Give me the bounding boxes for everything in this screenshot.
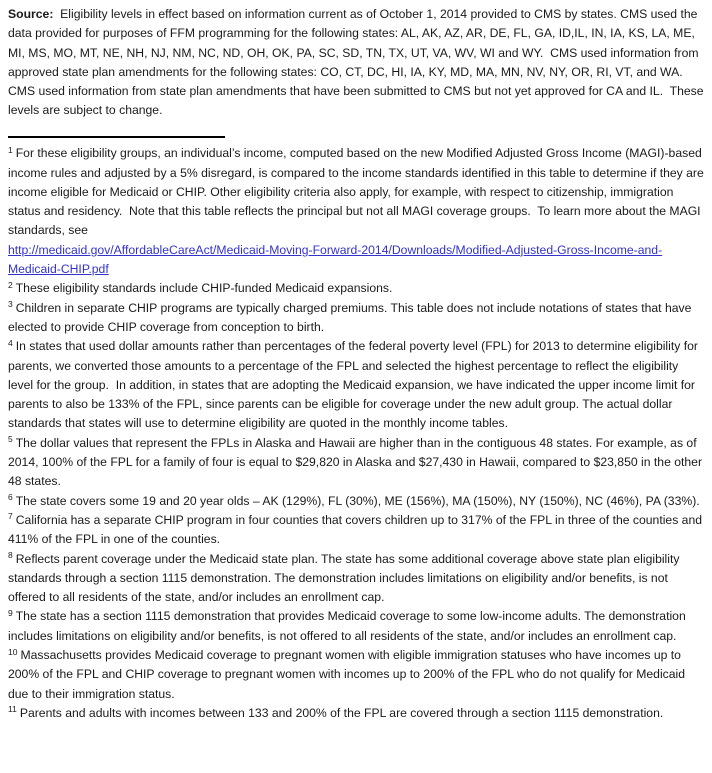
footnote-9 xyxy=(8,607,706,646)
footnote-2 xyxy=(8,279,706,298)
footnote-7-number: 7 xyxy=(8,511,13,522)
footnote-3-number: 3 xyxy=(8,299,13,310)
magi-standards-link[interactable]: http://medicaid.gov/AffordableCareAct/Medicaid-Moving-Forward-2014/Downloads/Modified-Adjusted-Gross-Income-and-Medicaid-CHIP.pdf xyxy=(8,242,663,277)
footnote-2-text: These eligibility standards include CHIP-funded Medicaid expansions. xyxy=(15,281,393,296)
footnote-6 xyxy=(8,492,706,511)
footnote-4 xyxy=(8,337,706,433)
footnote-11-number: 11 xyxy=(8,704,17,715)
footnote-7-text: California has a separate CHIP program in four counties that covers children up to 317% of the FPL in three of the counties and 411% of the FPL in one of the counties. xyxy=(8,512,706,547)
source-paragraph xyxy=(8,5,706,121)
footnote-8-number: 8 xyxy=(8,550,13,561)
footnote-11 xyxy=(8,704,706,723)
footnote-6-number: 6 xyxy=(8,492,13,503)
footnote-4-number: 4 xyxy=(8,337,13,348)
footnote-5 xyxy=(8,434,706,492)
footnote-8-text: Reflects parent coverage under the Medicaid state plan. The state has some additional coverage above state plan eligibility standards through a section 1115 demonstration. The demonstration includes limitations on eligibility and/or benefits, is not offered to all residents of the state, and/or includes an enrollment cap. xyxy=(8,551,683,605)
footnote-10-number: 10 xyxy=(8,646,18,657)
footnote-divider xyxy=(8,136,225,139)
footnote-3 xyxy=(8,299,706,338)
footnote-9-text: The state has a section 1115 demonstration that provides Medicaid coverage to some low-income adults. The demonstration includes limitations on eligibility and/or benefits, is not offered to all residents of the state, and/or includes an enrollment cap. xyxy=(8,609,690,643)
source-text: Eligibility levels in effect based on information current as of October 1, 2014 provided to CMS by states. CMS used the data provided for purposes of FFM programming for the following states: AL, AK, AZ, AR, DE, FL, GA, ID,IL, IN, IA, KS, LA, ME, MI, MS, MO, MT, NE, NH, NJ, NM, NC, ND, OH, OK, PA, SC, SD, TN, TX, UT, VA, WV, WI and WY. CMS used information from approved state plan amendments for the following states: CO, CT, DC, HI, IA, KY, MD, MA, MN, NV, NY, OR, RI, VT, and WA. CMS used information from state plan amendments that have been submitted to CMS but not yet approved for CA and IL. These levels are subject to change. xyxy=(8,7,707,118)
footnote-1-number: 1 xyxy=(8,144,13,155)
footnote-7 xyxy=(8,511,706,550)
footnote-10-text: Massachusetts provides Medicaid coverage to pregnant women with eligible immigration statuses who have incomes up to 200% of the FPL and CHIP coverage to pregnant women with incomes up to 200% of the FPL who do not qualify for Medicaid due to their immigration status. xyxy=(8,648,689,701)
footnote-4-text: In states that used dollar amounts rather than percentages of the federal poverty level (FPL) for 2013 to determine eligibility for parents, we converted those amounts to a percentage of the FPL and selected the highest percentage to reflect the eligibility level for the group. In addition, in states that are adopting the Medicaid expansion, we have indicated the upper income limit for parents to also be 133% of the FPL, since parents can be eligible for coverage under the new adult group. The actual dollar standards that states will use to determine eligibility are quoted in the monthly income tables. xyxy=(8,339,702,431)
footnote-9-number: 9 xyxy=(8,607,13,618)
footnote-5-text: The dollar values that represent the FPLs in Alaska and Hawaii are higher than in the contiguous 48 states. For example, as of 2014, 100% of the FPL for a family of four is equal to $29,820 in Alaska and $27,430 in Hawaii, compared to $23,850 in the other 48 states. xyxy=(8,435,706,489)
footnote-2-number: 2 xyxy=(8,279,13,290)
source-label: Source: xyxy=(8,7,54,21)
footnote-1 xyxy=(8,144,706,279)
footnote-3-text: Children in separate CHIP programs are typically charged premiums. This table does not include notations of states that have elected to provide CHIP coverage from conception to birth. xyxy=(8,300,695,334)
footnote-5-number: 5 xyxy=(8,434,13,445)
footnote-10 xyxy=(8,646,706,704)
footnote-8 xyxy=(8,550,706,608)
footnote-11-text: Parents and adults with incomes between 133 and 200% of the FPL are covered through a section 1115 demonstration. xyxy=(19,705,664,720)
footnote-1-text: For these eligibility groups, an individual’s income, computed based on the new Modified Adjusted Gross Income (MAGI)-based income rules and adjusted by a 5% disregard, is compared to the income standards identified in this table to determine if they are income eligible for Medicaid or CHIP. Other eligibility criteria also apply, for example, with respect to citizenship, immigration status and residency. Note that this table reflects the principal but not all MAGI coverage groups. To learn more about the MAGI standards, see xyxy=(8,146,708,238)
footnote-6-text: The state covers some 19 and 20 year olds – AK (129%), FL (30%), ME (156%), MA (150%), NY (150%), NC (46%), PA (33%). xyxy=(15,493,700,508)
